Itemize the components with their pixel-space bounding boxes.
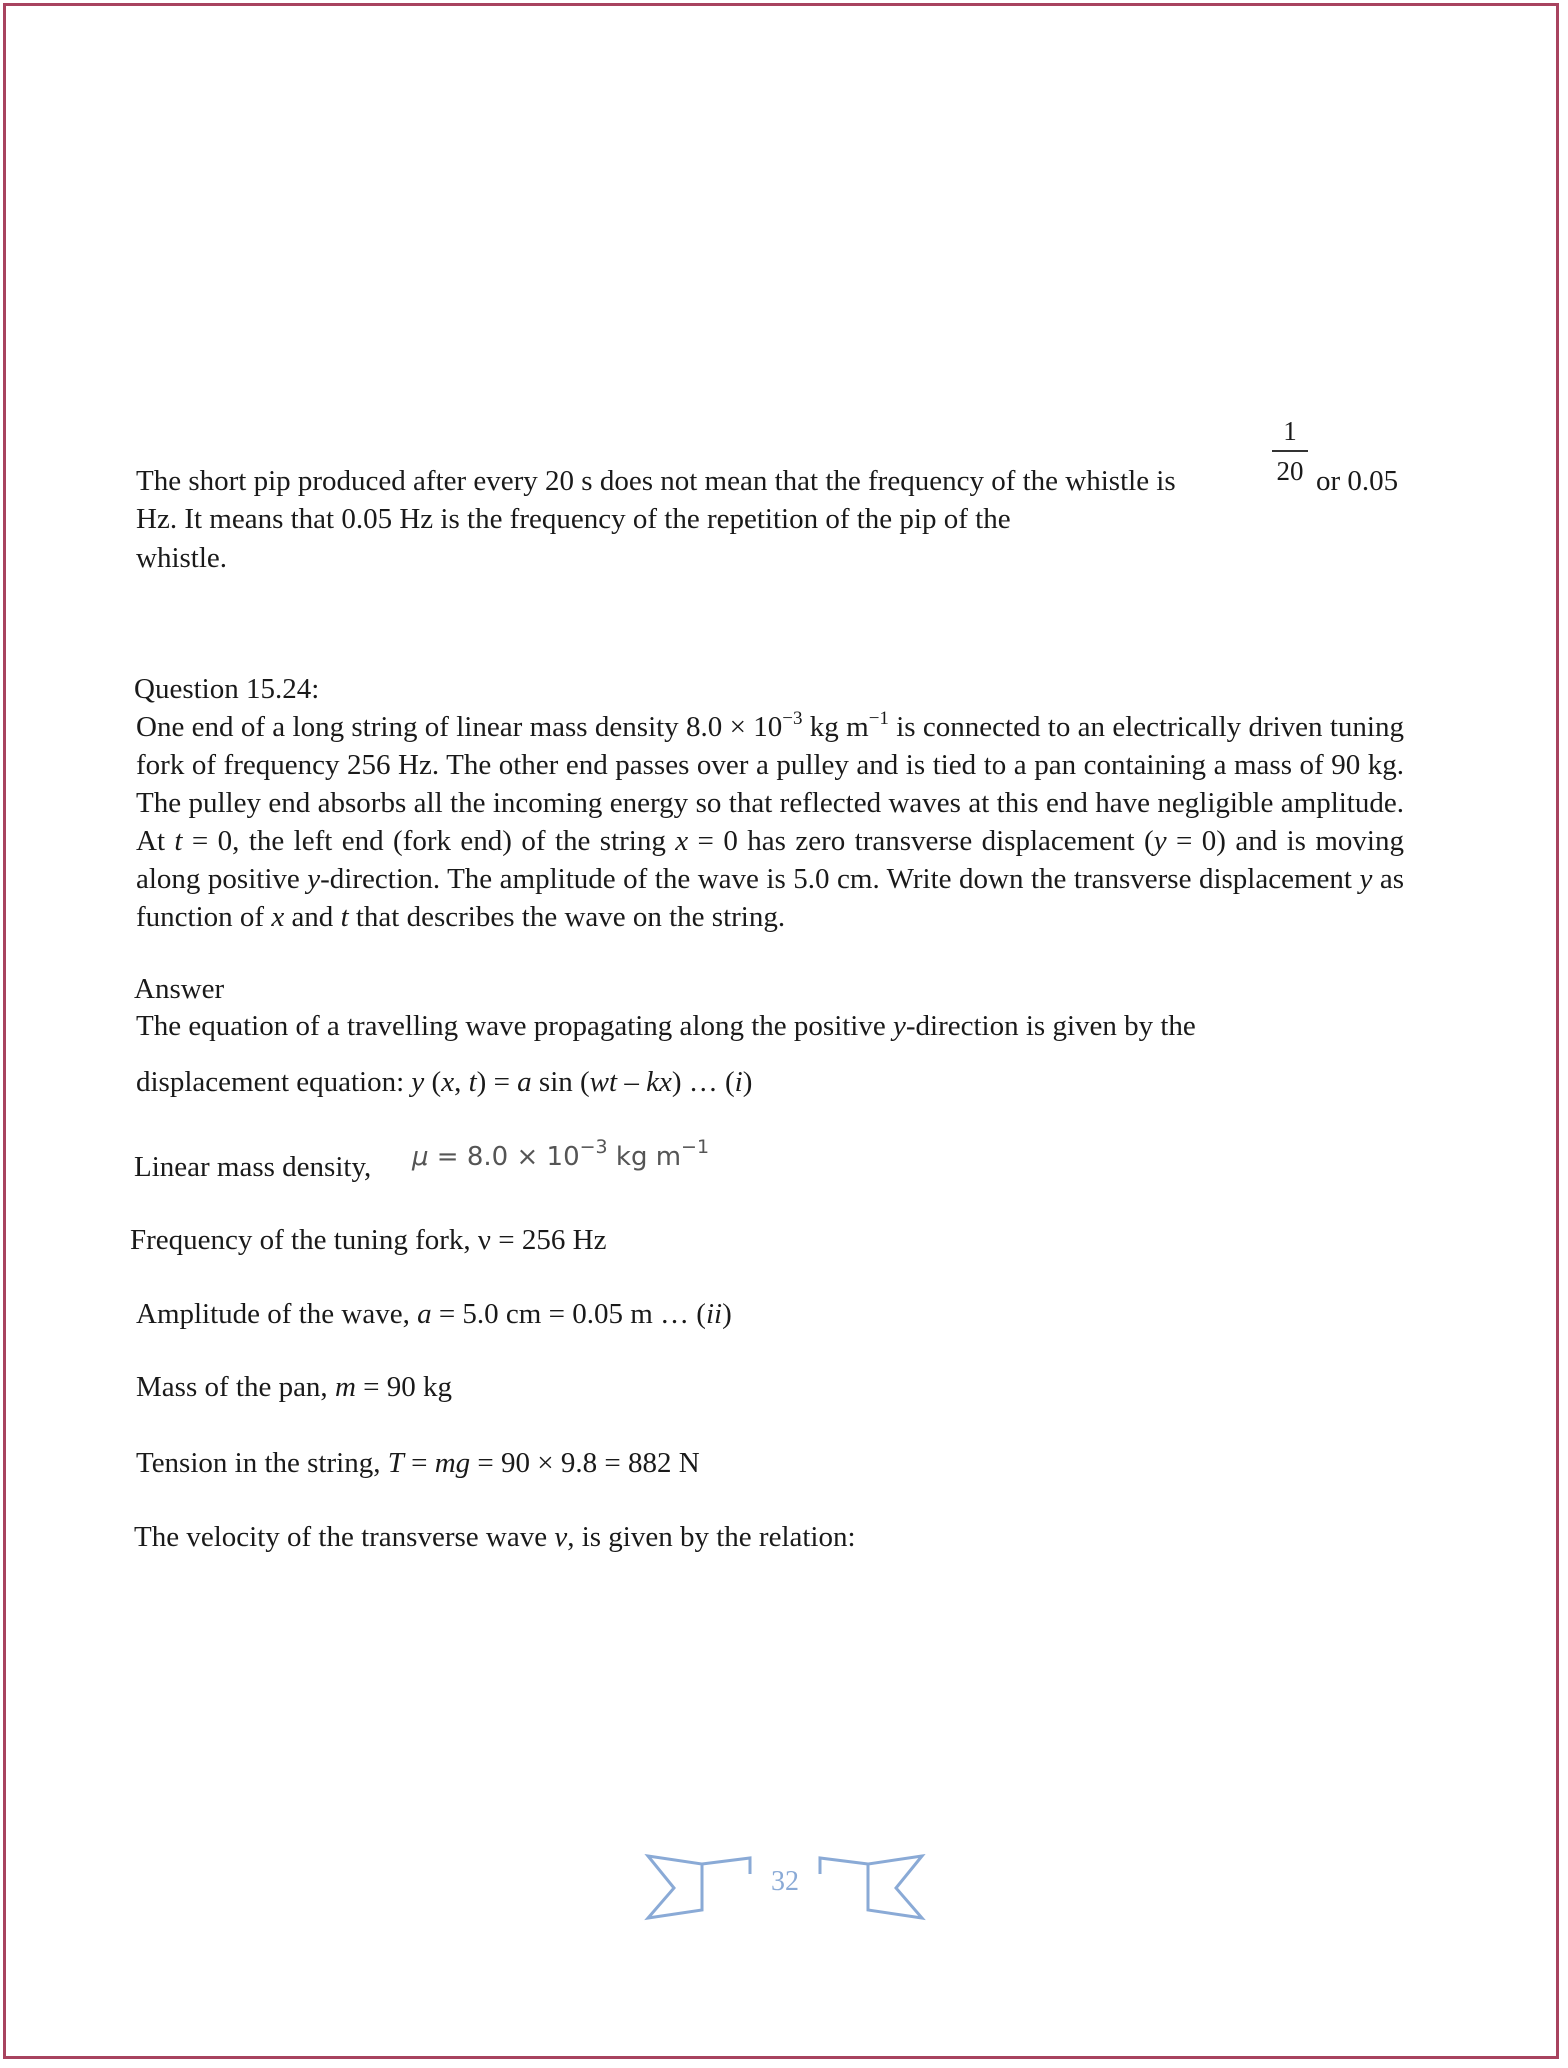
fraction-bar xyxy=(1272,450,1308,452)
tension-line: Tension in the string, T = mg = 90 × 9.8 = 882 N xyxy=(136,1447,700,1479)
answer-line1: The equation of a travelling wave propagating along the positive y-direction is given by the xyxy=(136,1010,1196,1042)
p1-line1-after: or 0.05 xyxy=(1316,465,1399,497)
amplitude-line: Amplitude of the wave, a = 5.0 cm = 0.05 m … (ii) xyxy=(136,1298,732,1330)
fraction-denominator: 20 xyxy=(1276,456,1304,486)
question-body: One end of a long string of linear mass density $8.0 \times 10^{-3}$ kg $m^{-1}$ is connected to an electrically driven tuning fork of frequency 256 Hz. The other end passes over a pulley and is tied to a pan containing a mass of 90 kg. The pulley end absorbs all the incoming energy so that reflected waves at this end have negligible amplitude. At t = 0, the left end (fork end) of the string x = 0 has zero transverse displacement (y = 0) and is moving along positive y-direction. The amplitude of the wave is 5.0 cm. Write down the transverse displacement y as function of x and t that describes the wave on the string. xyxy=(136,708,1404,933)
displacement-equation: displacement equation: y (x, t) = a sin (wt – kx) … (i) xyxy=(136,1066,753,1098)
p1-line1 xyxy=(136,462,1176,500)
question-heading: Question 15.24: xyxy=(134,673,320,705)
fraction-1-20 xyxy=(1272,414,1308,488)
velocity-line: The velocity of the transverse wave v, is given by the relation: xyxy=(134,1521,856,1553)
mass-line: Mass of the pan, m = 90 kg xyxy=(136,1371,452,1403)
p1-line3: whistle. xyxy=(136,542,228,574)
p1-line2: Hz. It means that 0.05 Hz is the frequency of the repetition of the pip of the xyxy=(136,503,1011,535)
fraction-numerator: 1 xyxy=(1283,416,1297,446)
page-number: 32 xyxy=(771,1866,799,1897)
linear-mass-density-equation: $\mu = 8.0 \times 10^{-3}$ kg $m^{-1}$ xyxy=(412,1136,710,1172)
frequency-line: Frequency of the tuning fork, ν = 256 Hz xyxy=(130,1224,607,1256)
p1-line1-text: The short pip produced after every 20 s does not mean that the frequency of the whistle is xyxy=(136,465,1176,497)
page-number-ornament xyxy=(640,1848,930,1928)
answer-heading: Answer xyxy=(134,973,225,1005)
linear-mass-density-label: Linear mass density, xyxy=(134,1151,372,1183)
